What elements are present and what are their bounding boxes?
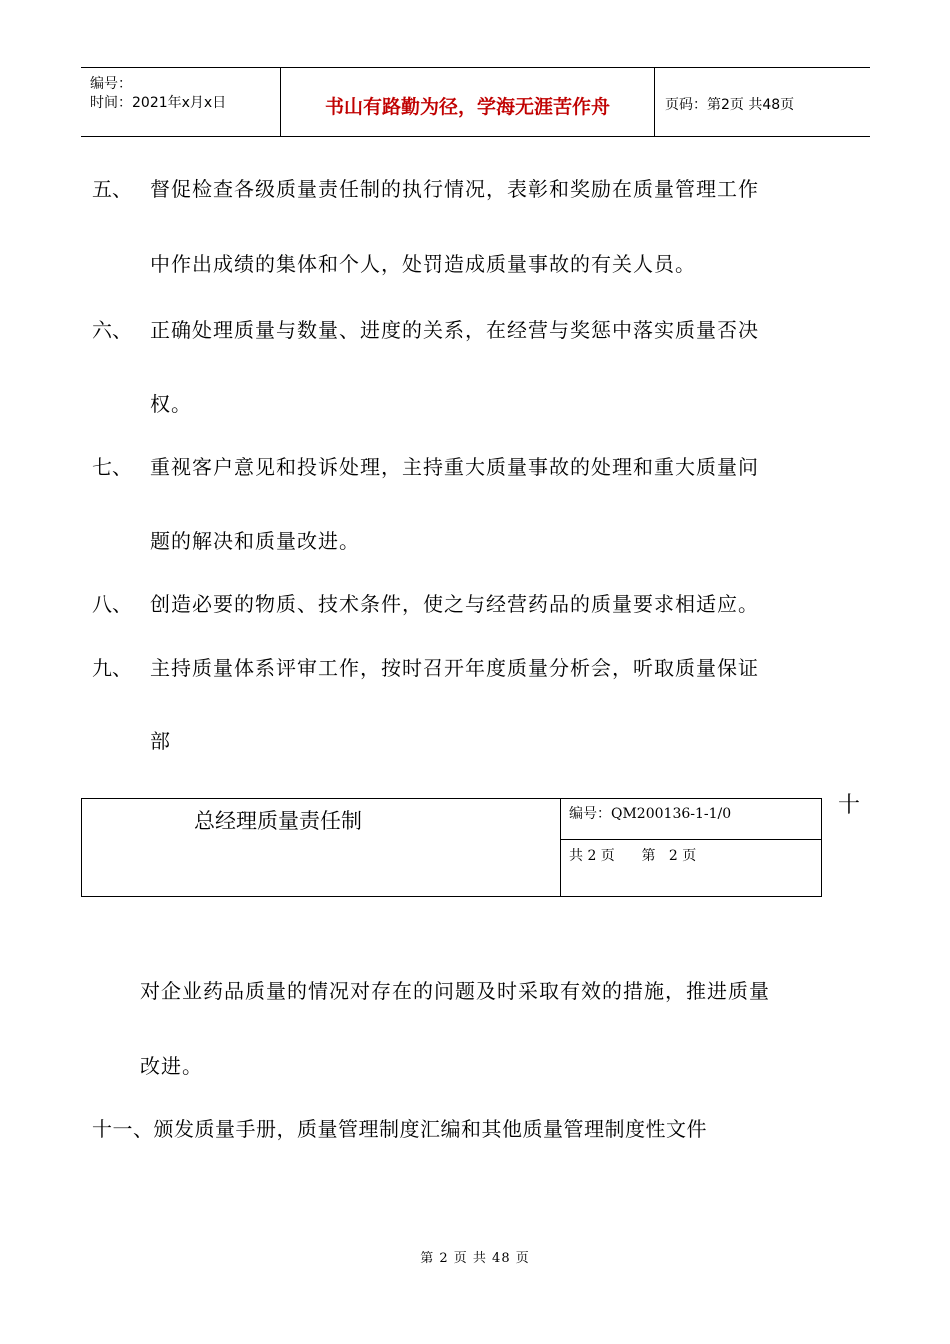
item-text: 重视客户意见和投诉处理，主持重大质量事故的处理和重大质量问 [150, 455, 759, 479]
doc-info-table [81, 798, 822, 897]
item-number: 七、 [92, 455, 132, 479]
header-motto-cell [280, 68, 655, 136]
item-number: 九、 [92, 656, 132, 680]
item-number-ten: 十 [838, 793, 861, 818]
doc-title: 总经理质量责任制 [194, 809, 362, 833]
doc-code-cell [561, 799, 821, 840]
page-info: 页码：第2页 共48页 [665, 97, 795, 113]
doc-code: 编号：QM200136-1-1/0 [569, 806, 732, 822]
item-number: 六、 [92, 318, 132, 342]
item-text: 中作出成绩的集体和个人，处罚造成质量事故的有关人员。 [150, 252, 696, 276]
item-text: 部 [150, 729, 171, 753]
item-text: 题的解决和质量改进。 [150, 529, 360, 553]
doc-title-cell [82, 799, 561, 896]
item-number: 五、 [92, 177, 132, 201]
page-header [81, 67, 870, 137]
item-text: 权。 [150, 392, 192, 416]
item-text: 对企业药品质量的情况对存在的问题及时采取有效的措施，推进质量 [140, 979, 770, 1003]
item-text: 主持质量体系评审工作，按时召开年度质量分析会，听取质量保证 [150, 656, 759, 680]
code-label: 编号： [90, 76, 132, 92]
item-eleven: 十一、颁发质量手册，质量管理制度汇编和其他质量管理制度性文件 [92, 1117, 707, 1141]
motto: 书山有路勤为径，学海无涯苦作舟 [324, 95, 610, 118]
item-text: 创造必要的物质、技术条件，使之与经营药品的质量要求相适应。 [150, 592, 759, 616]
header-meta [81, 68, 280, 136]
item-number: 八、 [92, 592, 132, 616]
page-footer: 第 2 页 共 48 页 [420, 1251, 530, 1266]
item-text: 正确处理质量与数量、进度的关系，在经营与奖惩中落实质量否决 [150, 318, 759, 342]
doc-pages: 共 2 页 第 2 页 [569, 848, 697, 864]
date-label: 时间：2021年x月x日 [90, 95, 227, 111]
item-text: 督促检查各级质量责任制的执行情况，表彰和奖励在质量管理工作 [150, 177, 759, 201]
item-text: 改进。 [140, 1054, 203, 1078]
